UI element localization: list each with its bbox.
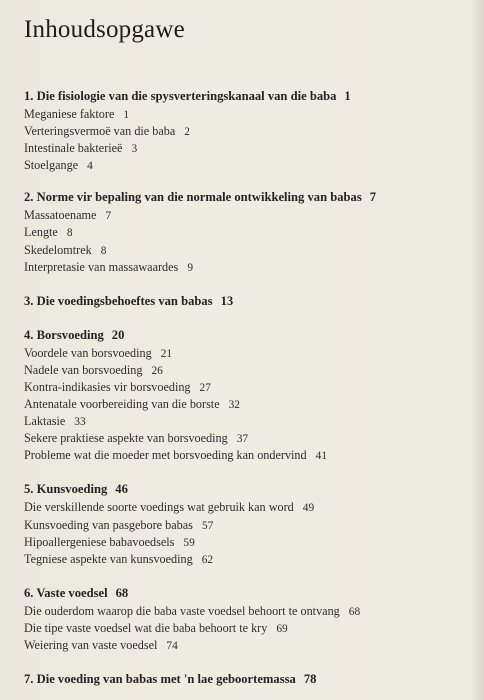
toc-entry	[24, 430, 469, 447]
toc-entry-page: 41	[315, 450, 328, 463]
chapter-page-number: 20	[111, 327, 125, 342]
chapter-page-number: 7	[369, 190, 377, 205]
chapter-title	[24, 293, 469, 310]
chapter-title-text: 4. Borsvoeding	[24, 327, 104, 342]
chapter-title	[24, 481, 469, 498]
toc-entry	[24, 123, 469, 140]
toc-entry	[24, 140, 469, 157]
section-gap	[24, 276, 469, 293]
toc-entry-page: 9	[187, 261, 194, 274]
chapter-title-text: 3. Die voedingsbehoeftes van babas	[24, 293, 213, 308]
chapter-items	[24, 207, 469, 275]
toc-entry-label: Verteringsvermoë van die baba	[24, 124, 176, 139]
chapter-items	[24, 499, 469, 567]
chapter-items	[24, 106, 469, 174]
toc-entry	[24, 551, 469, 568]
toc-entry-page: 8	[66, 227, 73, 240]
toc-entry	[24, 534, 469, 551]
toc-entry-page: 3	[131, 143, 138, 156]
chapter-title-text: 7. Die voeding van babas met 'n lae geboortemassa	[24, 672, 296, 687]
toc-entry-label: Die verskillende soorte voedings wat gebruik kan word	[24, 500, 294, 515]
toc-entry-page: 49	[302, 502, 315, 515]
toc-entry-label: Antenatale voorbereiding van die borste	[24, 397, 220, 412]
toc-entry-label: Stoelgange	[24, 158, 79, 173]
toc-entry-label: Hipoallergeniese babavoedsels	[24, 534, 175, 549]
toc-entry	[24, 413, 469, 430]
toc-entry-page: 27	[199, 381, 211, 394]
chapter-title	[24, 327, 469, 344]
toc-entry-label: Tegniese aspekte van kunsvoeding	[24, 551, 193, 566]
chapter-title	[24, 88, 469, 105]
chapter-page-number: 1	[344, 89, 351, 103]
toc-entry-page: 33	[74, 416, 86, 429]
chapter-page-number: 13	[220, 293, 234, 308]
section-gap	[24, 174, 469, 189]
section-gap	[24, 568, 469, 585]
chapter-3	[24, 293, 469, 310]
toc-entry-label: Probleme wat die moeder met borsvoeding kan ondervind	[24, 448, 307, 463]
toc-entry-page: 69	[276, 622, 288, 635]
toc-entry	[24, 345, 469, 362]
toc-entry-page: 8	[100, 244, 107, 257]
toc-entry-page: 7	[105, 210, 112, 223]
page-edge-shadow	[470, 0, 484, 700]
toc-entry-page: 21	[160, 347, 173, 360]
section-gap	[24, 310, 469, 327]
chapter-4	[24, 327, 469, 465]
toc-entry-page: 1	[123, 109, 130, 121]
toc-entry-label: Massatoename	[24, 208, 97, 223]
toc-entry-page: 32	[228, 399, 240, 412]
toc-entry-label: Skedelomtrek	[24, 242, 92, 257]
chapter-2	[24, 189, 469, 275]
toc-entry-label: Weiering van vaste voedsel	[24, 637, 158, 652]
chapter-title-text: 6. Vaste voedsel	[24, 585, 108, 600]
toc-entry	[24, 396, 469, 413]
chapter-items	[24, 603, 469, 654]
chapter-7	[24, 671, 469, 688]
chapter-title-text: 1. Die fisiologie van die spysverteringskanaal van die baba	[24, 89, 337, 103]
chapter-title-text: 2. Norme vir bepaling van die normale ontwikkeling van babas	[24, 190, 362, 205]
toc-entry-label: Sekere praktiese aspekte van borsvoeding	[24, 431, 228, 446]
toc-entry	[24, 207, 469, 224]
section-gap	[24, 464, 469, 481]
toc-entry-label: Meganiese faktore	[24, 107, 115, 121]
toc-entry	[24, 362, 469, 379]
toc-entry-label: Interpretasie van massawaardes	[24, 259, 179, 274]
toc-entry-page: 68	[348, 605, 361, 618]
toc-entry-label: Kontra-indikasies vir borsvoeding	[24, 379, 191, 394]
toc-entry-label: Intestinale bakterieë	[24, 141, 123, 156]
toc-entry	[24, 259, 469, 276]
table-of-contents	[24, 88, 469, 688]
toc-entry-page: 62	[201, 553, 214, 566]
toc-entry	[24, 106, 469, 123]
chapter-1	[24, 88, 469, 174]
toc-entry-label: Laktasie	[24, 414, 66, 429]
chapter-title	[24, 671, 469, 688]
chapter-page-number: 68	[115, 585, 129, 600]
chapter-title	[24, 585, 469, 602]
toc-entry	[24, 379, 469, 396]
toc-entry	[24, 224, 469, 241]
chapter-title	[24, 189, 469, 206]
page-title: Inhoudsopgawe	[24, 16, 185, 43]
section-gap	[24, 654, 469, 671]
toc-entry	[24, 620, 469, 637]
toc-entry-page: 37	[236, 433, 249, 446]
chapter-items	[24, 345, 469, 465]
toc-entry	[24, 447, 469, 464]
toc-entry-page: 59	[183, 536, 195, 549]
chapter-title-text: 5. Kunsvoeding	[24, 482, 108, 497]
toc-entry-page: 2	[184, 126, 190, 139]
toc-entry-page: 74	[166, 639, 178, 652]
toc-entry-label: Lengte	[24, 225, 58, 240]
toc-entry	[24, 603, 469, 620]
toc-entry-label: Die tipe vaste voedsel wat die baba behoort te kry	[24, 620, 268, 635]
toc-entry	[24, 499, 469, 516]
toc-entry	[24, 517, 469, 534]
toc-entry	[24, 157, 469, 174]
chapter-page-number: 78	[303, 672, 317, 687]
toc-entry-label: Voordele van borsvoeding	[24, 345, 152, 360]
chapter-5	[24, 481, 469, 567]
toc-entry-label: Die ouderdom waarop die baba vaste voedsel behoort te ontvang	[24, 603, 340, 618]
toc-entry	[24, 242, 469, 259]
toc-entry-label: Nadele van borsvoeding	[24, 362, 143, 377]
chapter-6	[24, 585, 469, 654]
toc-entry-label: Kunsvoeding van pasgebore babas	[24, 517, 193, 532]
chapter-page-number: 46	[115, 482, 128, 497]
toc-entry-page: 4	[87, 160, 93, 173]
toc-entry-page: 57	[201, 519, 214, 532]
toc-entry	[24, 637, 469, 654]
toc-entry-page: 26	[151, 364, 163, 377]
